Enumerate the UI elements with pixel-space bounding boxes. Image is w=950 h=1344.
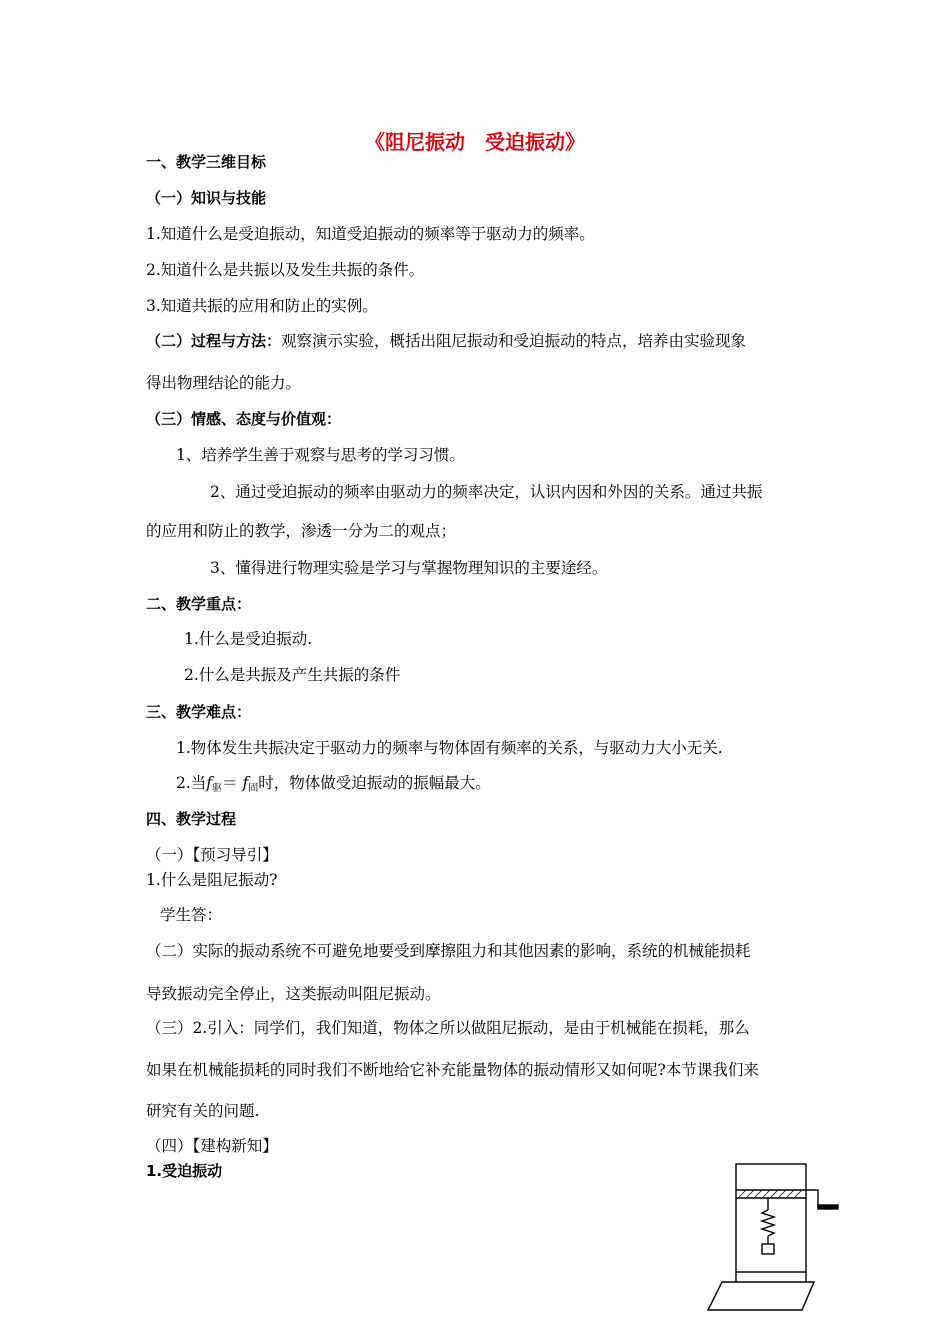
step-3-text-cont: 如果在机械能损耗的同时我们不断地给它补充能量物体的振动情形又如何呢?本节课我们来 [146,1061,759,1079]
values-item-2-cont: 的应用和防止的教学，渗透一分为二的观点； [146,522,457,540]
values-item-3: 3、懂得进行物理实验是学习与掌握物理知识的主要途经。 [210,559,608,577]
section-heading-3: 三、教学难点： [146,703,252,721]
section-heading-4: 四、教学过程 [146,810,237,828]
step-4-heading: （四）【建构新知】 [146,1137,278,1155]
knowledge-item-3: 3.知道共振的应用和防止的实例。 [146,297,378,315]
process-method-text: 观察演示实验，概括出阻尼振动和受迫振动的特点，培养由实验现象 [281,332,747,350]
values-item-2: 2、通过受迫振动的频率由驱动力的频率决定，认识内因和外因的关系。通过共振 [210,483,763,501]
process-method-text-cont: 得出物理结论的能力。 [146,374,302,392]
step-3-text: （三）2.引入：同学们，我们知道，物体之所以做阻尼振动，是由于机械能在损耗，那么 [146,1019,750,1037]
subsection-values: （三）情感、态度与价值观： [146,410,342,428]
step-2-text-cont: 导致振动完全停止，这类振动叫阻尼振动。 [146,985,441,1003]
topic-forced-vibration: 1.受迫振动 [146,1162,223,1180]
values-item-1: 1、培养学生善于观察与思考的学习习惯。 [176,446,465,464]
question-1: 1.什么是阻尼振动? [146,871,278,889]
knowledge-item-2: 2.知道什么是共振以及发生共振的条件。 [146,261,425,279]
key-point-2: 2.什么是共振及产生共振的条件 [184,666,401,684]
mass-block [762,1244,774,1254]
step-3-text-cont-2: 研究有关的问题. [146,1102,260,1120]
difficulty-1: 1.物体发生共振决定于驱动力的频率与物体固有频率的关系，与驱动力大小无关. [176,739,723,757]
spring [762,1210,774,1236]
difficulty-2: 2.当f驱＝ f固时，物体做受迫振动的振幅最大。 [176,774,491,794]
key-point-1: 1.什么是受迫振动. [184,630,313,648]
knowledge-item-1: 1.知道什么是受迫振动，知道受迫振动的频率等于驱动力的频率。 [146,225,595,243]
section-heading-2: 二、教学重点： [146,595,252,613]
forced-vibration-apparatus-figure [700,1160,845,1315]
student-answer-label: 学生答： [160,906,223,924]
process-method-line [146,331,746,351]
step-2-text: （二）实际的振动系统不可避免地要受到摩擦阻力和其他因素的影响，系统的机械能损耗 [146,942,751,960]
apparatus-base [708,1282,814,1310]
subsection-knowledge: （一）知识与技能 [146,189,267,207]
document-title: 《阻尼振动 受迫振动》 [365,130,585,154]
step-1-heading: （一）【预习导引】 [146,846,278,864]
process-method-heading: （二）过程与方法： [146,332,282,350]
section-heading-1: 一、教学三维目标 [146,153,267,171]
